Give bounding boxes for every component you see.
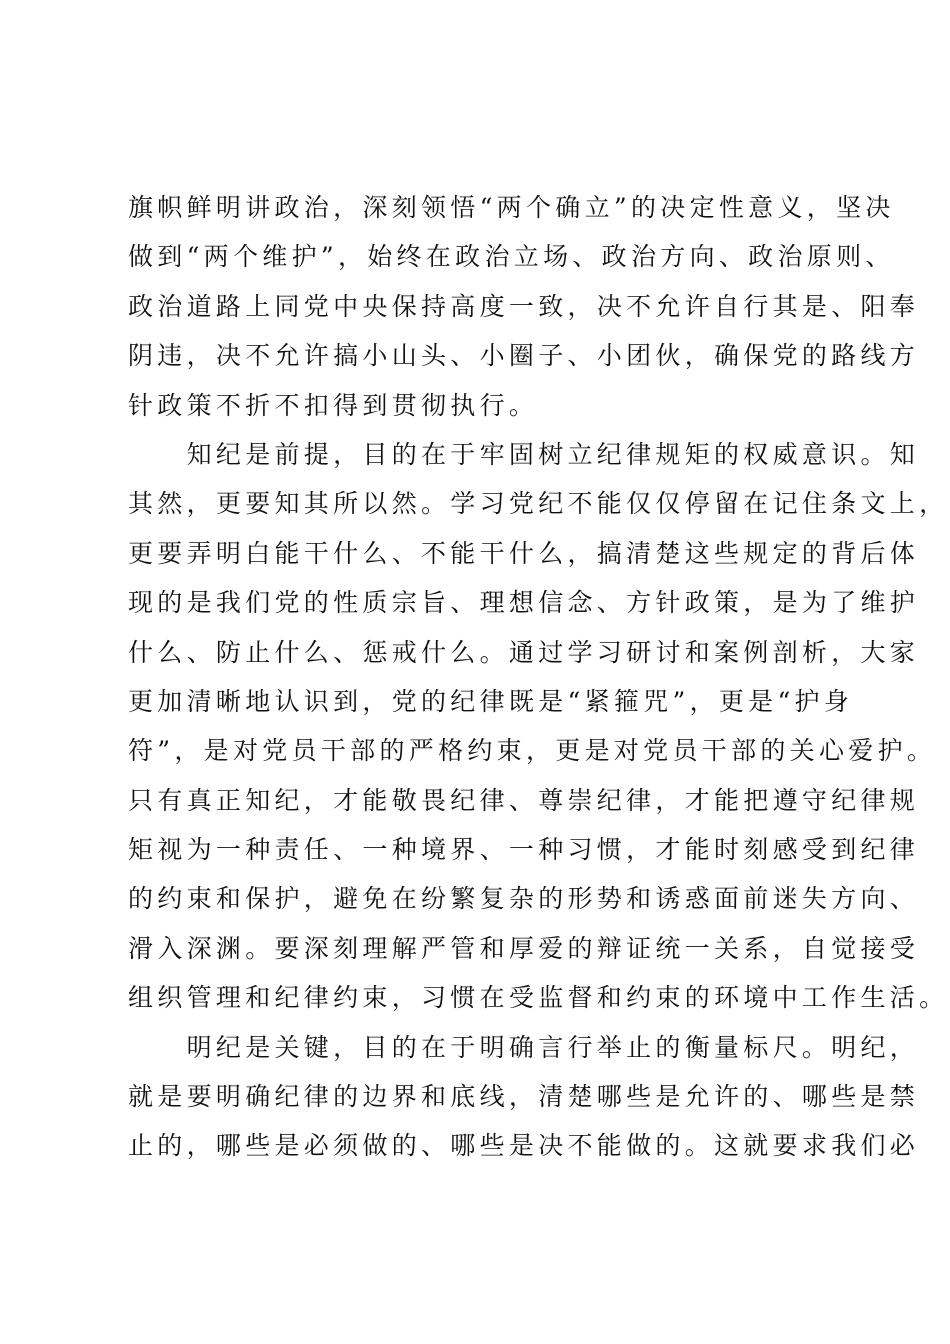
text-line: 政治道路上同党中央保持高度一致，决不允许自行其是、阳奉 bbox=[128, 291, 920, 321]
text-line: 滑入深渊。要深刻理解严管和厚爱的辩证统一关系，自觉接受 bbox=[128, 933, 920, 963]
text-line: 做到“两个维护”，始终在政治立场、政治方向、政治原则、 bbox=[128, 242, 895, 272]
text-line: 旗帜鲜明讲政治，深刻领悟“两个确立”的决定性意义，坚决 bbox=[128, 193, 895, 222]
text-line: 符”，是对党员干部的严格约束，更是对党员干部的关心爱护。 bbox=[128, 736, 937, 766]
text-line: 更加清晰地认识到，党的纪律既是“紧箍咒”，更是“护身 bbox=[128, 686, 854, 716]
text-line: 其然，更要知其所以然。学习党纪不能仅仅停留在记住条文上， bbox=[128, 489, 949, 519]
text-line: 矩视为一种责任、一种境界、一种习惯，才能时刻感受到纪律 bbox=[128, 835, 920, 865]
body-text bbox=[128, 183, 949, 1171]
text-line: 组织管理和纪律约束，习惯在受监督和约束的环境中工作生活。 bbox=[128, 983, 949, 1013]
text-line: 的约束和保护，避免在纷繁复杂的形势和诱惑面前迷失方向、 bbox=[128, 884, 920, 914]
text-line: 就是要明确纪律的边界和底线，清楚哪些是允许的、哪些是禁 bbox=[128, 1082, 920, 1112]
text-line: 现的是我们党的性质宗旨、理想信念、方针政策，是为了维护 bbox=[128, 588, 920, 618]
text-line: 只有真正知纪，才能敬畏纪律、尊崇纪律，才能把遵守纪律规 bbox=[128, 785, 920, 815]
text-line: 什么、防止什么、惩戒什么。通过学习研讨和案例剖析，大家 bbox=[128, 637, 920, 667]
text-line: 明纪是关键，目的在于明确言行举止的衡量标尺。明纪， bbox=[128, 1032, 920, 1062]
text-line: 针政策不折不扣得到贯彻执行。 bbox=[128, 390, 539, 420]
text-line: 更要弄明白能干什么、不能干什么，搞清楚这些规定的背后体 bbox=[128, 538, 920, 568]
text-line: 阴违，决不允许搞小山头、小圈子、小团伙，确保党的路线方 bbox=[128, 341, 920, 371]
text-line: 知纪是前提，目的在于牢固树立纪律规矩的权威意识。知 bbox=[128, 439, 920, 469]
text-line: 止的，哪些是必须做的、哪些是决不能做的。这就要求我们必 bbox=[128, 1131, 920, 1161]
